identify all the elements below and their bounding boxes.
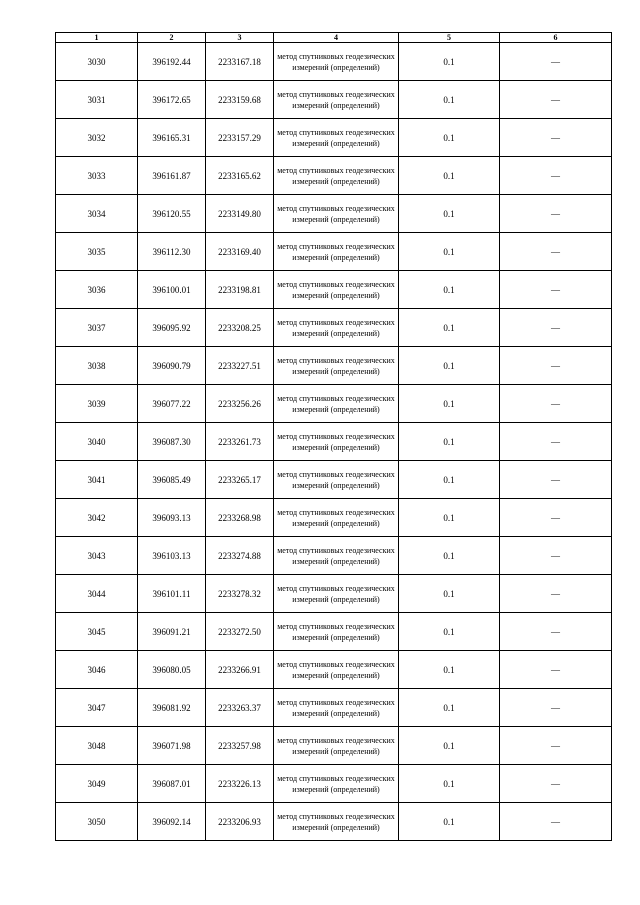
- point-number-cell: 3046: [56, 651, 138, 689]
- method-cell: метод спутниковых геодезических измерений (определений): [274, 575, 399, 613]
- note-cell: —: [500, 271, 612, 309]
- header-cell-1: 1: [56, 33, 138, 43]
- point-number-cell: 3037: [56, 309, 138, 347]
- coordinate-x-cell: 396112.30: [138, 233, 206, 271]
- coordinate-x-cell: 396161.87: [138, 157, 206, 195]
- method-cell: метод спутниковых геодезических измерений (определений): [274, 43, 399, 81]
- table-row: [56, 119, 612, 157]
- accuracy-cell: 0.1: [399, 575, 500, 613]
- coordinate-x-cell: 396120.55: [138, 195, 206, 233]
- note-cell: —: [500, 157, 612, 195]
- coordinate-y-cell: 2233169.40: [206, 233, 274, 271]
- coordinate-y-cell: 2233263.37: [206, 689, 274, 727]
- coordinate-x-cell: 396192.44: [138, 43, 206, 81]
- table-row: [56, 423, 612, 461]
- coordinate-y-cell: 2233261.73: [206, 423, 274, 461]
- point-number-cell: 3043: [56, 537, 138, 575]
- table-row: [56, 385, 612, 423]
- point-number-cell: 3045: [56, 613, 138, 651]
- point-number-cell: 3039: [56, 385, 138, 423]
- point-number-cell: 3044: [56, 575, 138, 613]
- note-cell: —: [500, 461, 612, 499]
- coordinate-x-cell: 396100.01: [138, 271, 206, 309]
- coordinate-y-cell: 2233278.32: [206, 575, 274, 613]
- header-cell-3: 3: [206, 33, 274, 43]
- accuracy-cell: 0.1: [399, 119, 500, 157]
- method-cell: метод спутниковых геодезических измерений (определений): [274, 803, 399, 841]
- method-cell: метод спутниковых геодезических измерений (определений): [274, 651, 399, 689]
- table-row: [56, 347, 612, 385]
- coordinate-y-cell: 2233208.25: [206, 309, 274, 347]
- note-cell: —: [500, 499, 612, 537]
- table-row: [56, 81, 612, 119]
- note-cell: —: [500, 195, 612, 233]
- coordinate-y-cell: 2233165.62: [206, 157, 274, 195]
- accuracy-cell: 0.1: [399, 499, 500, 537]
- table-row: [56, 575, 612, 613]
- coordinate-x-cell: 396091.21: [138, 613, 206, 651]
- note-cell: —: [500, 689, 612, 727]
- coordinate-x-cell: 396080.05: [138, 651, 206, 689]
- header-cell-6: 6: [500, 33, 612, 43]
- point-number-cell: 3032: [56, 119, 138, 157]
- accuracy-cell: 0.1: [399, 347, 500, 385]
- point-number-cell: 3034: [56, 195, 138, 233]
- coordinate-y-cell: 2233274.88: [206, 537, 274, 575]
- coordinate-x-cell: 396165.31: [138, 119, 206, 157]
- method-cell: метод спутниковых геодезических измерений (определений): [274, 423, 399, 461]
- coordinate-y-cell: 2233268.98: [206, 499, 274, 537]
- accuracy-cell: 0.1: [399, 803, 500, 841]
- point-number-cell: 3036: [56, 271, 138, 309]
- table-row: [56, 803, 612, 841]
- accuracy-cell: 0.1: [399, 43, 500, 81]
- table-row: [56, 765, 612, 803]
- accuracy-cell: 0.1: [399, 689, 500, 727]
- method-cell: метод спутниковых геодезических измерений (определений): [274, 119, 399, 157]
- method-cell: метод спутниковых геодезических измерений (определений): [274, 537, 399, 575]
- accuracy-cell: 0.1: [399, 613, 500, 651]
- accuracy-cell: 0.1: [399, 385, 500, 423]
- method-cell: метод спутниковых геодезических измерений (определений): [274, 271, 399, 309]
- method-cell: метод спутниковых геодезических измерений (определений): [274, 613, 399, 651]
- coordinate-y-cell: 2233257.98: [206, 727, 274, 765]
- coordinate-y-cell: 2233272.50: [206, 613, 274, 651]
- coordinate-x-cell: 396093.13: [138, 499, 206, 537]
- accuracy-cell: 0.1: [399, 423, 500, 461]
- table-row: [56, 157, 612, 195]
- header-row: [56, 33, 612, 43]
- coordinate-x-cell: 396071.98: [138, 727, 206, 765]
- coordinates-table: [55, 32, 612, 841]
- method-cell: метод спутниковых геодезических измерений (определений): [274, 309, 399, 347]
- point-number-cell: 3038: [56, 347, 138, 385]
- accuracy-cell: 0.1: [399, 461, 500, 499]
- note-cell: —: [500, 727, 612, 765]
- point-number-cell: 3030: [56, 43, 138, 81]
- method-cell: метод спутниковых геодезических измерений (определений): [274, 461, 399, 499]
- table-row: [56, 499, 612, 537]
- coordinate-y-cell: 2233159.68: [206, 81, 274, 119]
- note-cell: —: [500, 423, 612, 461]
- accuracy-cell: 0.1: [399, 271, 500, 309]
- coordinate-x-cell: 396103.13: [138, 537, 206, 575]
- table-body: [56, 43, 612, 841]
- point-number-cell: 3033: [56, 157, 138, 195]
- coordinate-x-cell: 396087.30: [138, 423, 206, 461]
- accuracy-cell: 0.1: [399, 81, 500, 119]
- note-cell: —: [500, 765, 612, 803]
- header-cell-4: 4: [274, 33, 399, 43]
- point-number-cell: 3048: [56, 727, 138, 765]
- method-cell: метод спутниковых геодезических измерений (определений): [274, 233, 399, 271]
- table-row: [56, 727, 612, 765]
- table-row: [56, 651, 612, 689]
- coordinate-y-cell: 2233149.80: [206, 195, 274, 233]
- method-cell: метод спутниковых геодезических измерений (определений): [274, 157, 399, 195]
- point-number-cell: 3040: [56, 423, 138, 461]
- method-cell: метод спутниковых геодезических измерений (определений): [274, 499, 399, 537]
- table-row: [56, 309, 612, 347]
- note-cell: —: [500, 385, 612, 423]
- coordinate-x-cell: 396101.11: [138, 575, 206, 613]
- table-row: [56, 43, 612, 81]
- note-cell: —: [500, 651, 612, 689]
- coordinate-x-cell: 396087.01: [138, 765, 206, 803]
- coordinate-x-cell: 396085.49: [138, 461, 206, 499]
- accuracy-cell: 0.1: [399, 537, 500, 575]
- method-cell: метод спутниковых геодезических измерений (определений): [274, 765, 399, 803]
- point-number-cell: 3042: [56, 499, 138, 537]
- note-cell: —: [500, 43, 612, 81]
- point-number-cell: 3047: [56, 689, 138, 727]
- note-cell: —: [500, 81, 612, 119]
- accuracy-cell: 0.1: [399, 727, 500, 765]
- table-row: [56, 271, 612, 309]
- coordinate-x-cell: 396095.92: [138, 309, 206, 347]
- table-row: [56, 537, 612, 575]
- table-row: [56, 689, 612, 727]
- coordinate-y-cell: 2233157.29: [206, 119, 274, 157]
- accuracy-cell: 0.1: [399, 195, 500, 233]
- coordinate-x-cell: 396081.92: [138, 689, 206, 727]
- point-number-cell: 3031: [56, 81, 138, 119]
- accuracy-cell: 0.1: [399, 233, 500, 271]
- point-number-cell: 3049: [56, 765, 138, 803]
- accuracy-cell: 0.1: [399, 157, 500, 195]
- accuracy-cell: 0.1: [399, 309, 500, 347]
- table-row: [56, 461, 612, 499]
- coordinate-y-cell: 2233256.26: [206, 385, 274, 423]
- accuracy-cell: 0.1: [399, 651, 500, 689]
- accuracy-cell: 0.1: [399, 765, 500, 803]
- point-number-cell: 3035: [56, 233, 138, 271]
- note-cell: —: [500, 347, 612, 385]
- method-cell: метод спутниковых геодезических измерений (определений): [274, 689, 399, 727]
- note-cell: —: [500, 119, 612, 157]
- header-cell-2: 2: [138, 33, 206, 43]
- coordinate-y-cell: 2233226.13: [206, 765, 274, 803]
- note-cell: —: [500, 575, 612, 613]
- table-row: [56, 233, 612, 271]
- table-row: [56, 613, 612, 651]
- note-cell: —: [500, 309, 612, 347]
- method-cell: метод спутниковых геодезических измерений (определений): [274, 385, 399, 423]
- method-cell: метод спутниковых геодезических измерений (определений): [274, 81, 399, 119]
- coordinate-x-cell: 396077.22: [138, 385, 206, 423]
- coordinate-x-cell: 396092.14: [138, 803, 206, 841]
- coordinate-y-cell: 2233198.81: [206, 271, 274, 309]
- coordinate-y-cell: 2233227.51: [206, 347, 274, 385]
- point-number-cell: 3041: [56, 461, 138, 499]
- table-row: [56, 195, 612, 233]
- coordinate-y-cell: 2233206.93: [206, 803, 274, 841]
- note-cell: —: [500, 233, 612, 271]
- coordinate-x-cell: 396090.79: [138, 347, 206, 385]
- table-header: [56, 33, 612, 43]
- coordinate-y-cell: 2233265.17: [206, 461, 274, 499]
- note-cell: —: [500, 537, 612, 575]
- note-cell: —: [500, 613, 612, 651]
- method-cell: метод спутниковых геодезических измерений (определений): [274, 727, 399, 765]
- coordinate-x-cell: 396172.65: [138, 81, 206, 119]
- note-cell: —: [500, 803, 612, 841]
- method-cell: метод спутниковых геодезических измерений (определений): [274, 347, 399, 385]
- point-number-cell: 3050: [56, 803, 138, 841]
- coordinate-y-cell: 2233266.91: [206, 651, 274, 689]
- header-cell-5: 5: [399, 33, 500, 43]
- method-cell: метод спутниковых геодезических измерений (определений): [274, 195, 399, 233]
- coordinate-y-cell: 2233167.18: [206, 43, 274, 81]
